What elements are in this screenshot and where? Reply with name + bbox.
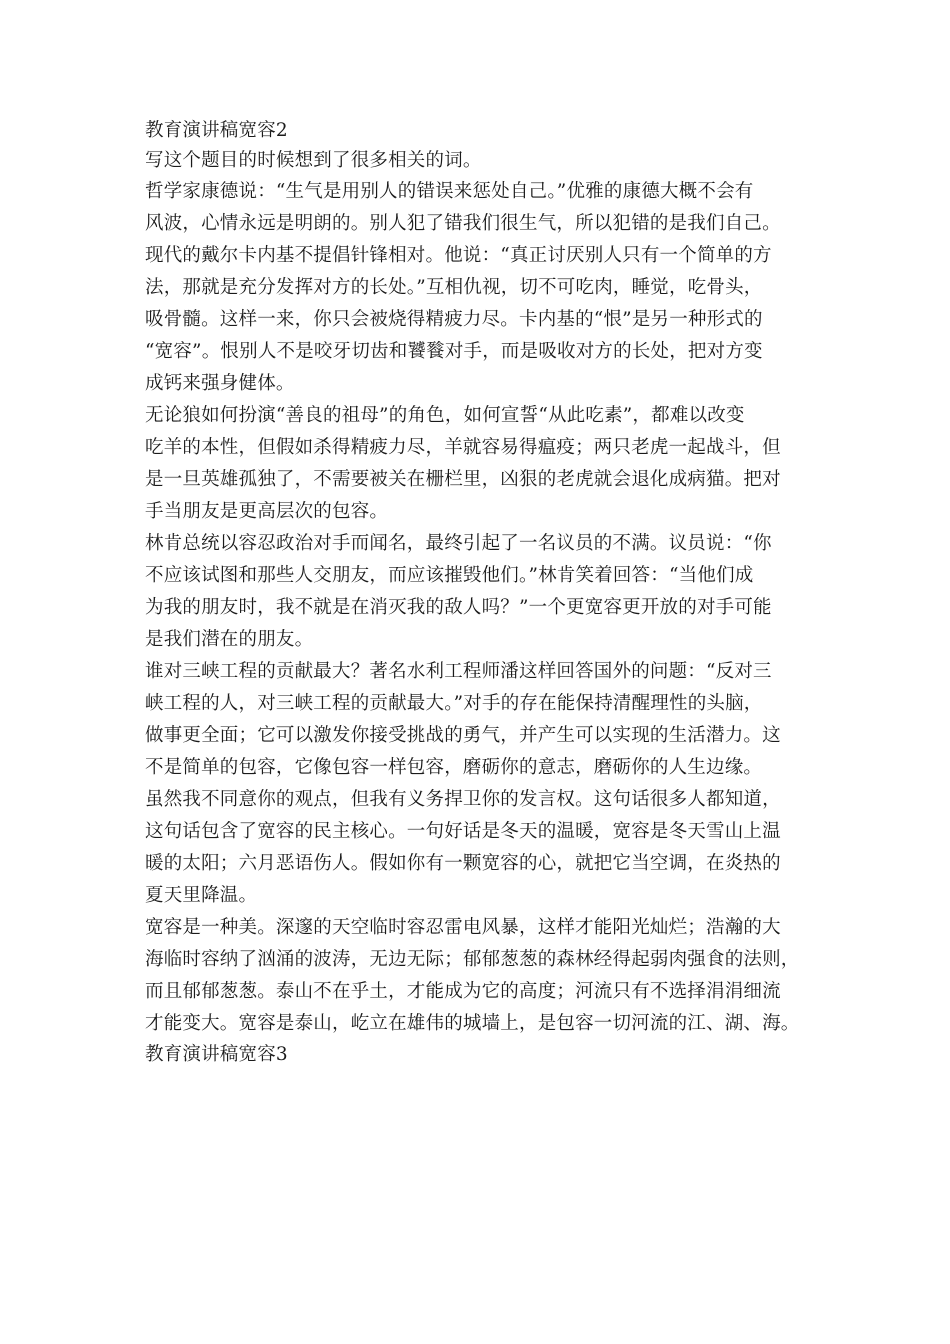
paragraph-line: “宽容”。恨别人不是咬牙切齿和饕餮对手，而是吸收对方的长处，把对方变 xyxy=(145,341,763,362)
paragraph-line: 写这个题目的时候想到了很多相关的词。 xyxy=(145,150,482,171)
paragraph-line: 海临时容纳了汹涌的波涛，无边无际；郁郁葱葱的森林经得起弱肉强食的法则， xyxy=(145,949,800,970)
paragraph-line: 暖的太阳；六月恶语伤人。假如你有一颗宽容的心，就把它当空调，在炎热的 xyxy=(145,853,781,874)
paragraph-line: 风波，心情永远是明朗的。别人犯了错我们很生气，所以犯错的是我们自己。 xyxy=(145,213,781,234)
paragraph-line: 这句话包含了宽容的民主核心。一句好话是冬天的温暖，宽容是冬天雪山上温 xyxy=(145,821,781,842)
paragraph-line: 法，那就是充分发挥对方的长处。”互相仇视，切不可吃肉，睡觉，吃骨头， xyxy=(145,277,763,298)
paragraph xyxy=(145,784,815,912)
paragraph-line: 宽容是一种美。深邃的天空临时容忍雷电风暴，这样才能阳光灿烂；浩瀚的大 xyxy=(145,917,781,938)
paragraph-line: 吃羊的本性，但假如杀得精疲力尽，羊就容易得瘟疫；两只老虎一起战斗，但 xyxy=(145,437,781,458)
paragraph-line: 而且郁郁葱葱。泰山不在乎土，才能成为它的高度；河流只有不选择涓涓细流 xyxy=(145,981,781,1002)
paragraph-line: 为我的朋友时，我不就是在消灭我的敌人吗？”一个更宽容更开放的对手可能 xyxy=(145,597,772,618)
paragraph-line: 不应该试图和那些人交朋友，而应该摧毁他们。”林肯笑着回答：“当他们成 xyxy=(145,565,754,586)
paragraph-line: 是我们潜在的朋友。 xyxy=(145,629,314,650)
paragraph-line: 是一旦英雄孤独了，不需要被关在栅栏里，凶狠的老虎就会退化成病猫。把对 xyxy=(145,469,781,490)
paragraph-line: 峡工程的人，对三峡工程的贡献最大。”对手的存在能保持清醒理性的头脑， xyxy=(145,693,763,714)
document-body xyxy=(145,116,815,1070)
paragraph-line: 哲学家康德说：“生气是用别人的错误来惩处自己。”优雅的康德大概不会有 xyxy=(145,181,754,202)
paragraph-line: 无论狼如何扮演“善良的祖母”的角色，如何宣誓“从此吃素”，都难以改变 xyxy=(145,405,745,426)
paragraph xyxy=(145,528,815,656)
paragraph xyxy=(145,400,815,528)
paragraph-line: 虽然我不同意你的观点，但我有义务捍卫你的发言权。这句话很多人都知道， xyxy=(145,789,781,810)
paragraph xyxy=(145,656,815,784)
paragraph-line: 夏天里降温。 xyxy=(145,885,258,906)
paragraph-line: 手当朋友是更高层次的包容。 xyxy=(145,501,389,522)
paragraph-line: 林肯总统以容忍政治对手而闻名，最终引起了一名议员的不满。议员说：“你 xyxy=(145,533,772,554)
paragraph-line: 谁对三峡工程的贡献最大？著名水利工程师潘这样回答国外的问题：“反对三 xyxy=(145,661,772,682)
paragraph-line: 做事更全面；它可以激发你接受挑战的勇气，并产生可以实现的生活潜力。这 xyxy=(145,725,781,746)
paragraph-line: 现代的戴尔卡内基不提倡针锋相对。他说：“真正讨厌别人只有一个简单的方 xyxy=(145,245,772,266)
paragraph-line: 才能变大。宽容是泰山，屹立在雄伟的城墙上，是包容一切河流的江、湖、海。 xyxy=(145,1013,800,1034)
section-heading: 教育演讲稿宽容3 xyxy=(145,1044,288,1065)
paragraph-line: 成钙来强身健体。 xyxy=(145,373,295,394)
paragraph-line: 吸骨髓。这样一来，你只会被烧得精疲力尽。卡内基的“恨”是另一种形式的 xyxy=(145,309,763,330)
paragraph xyxy=(145,912,815,1040)
paragraph-line: 不是简单的包容，它像包容一样包容，磨砺你的意志，磨砺你的人生边缘。 xyxy=(145,757,763,778)
paragraph xyxy=(145,176,815,400)
section-heading: 教育演讲稿宽容2 xyxy=(145,120,288,141)
